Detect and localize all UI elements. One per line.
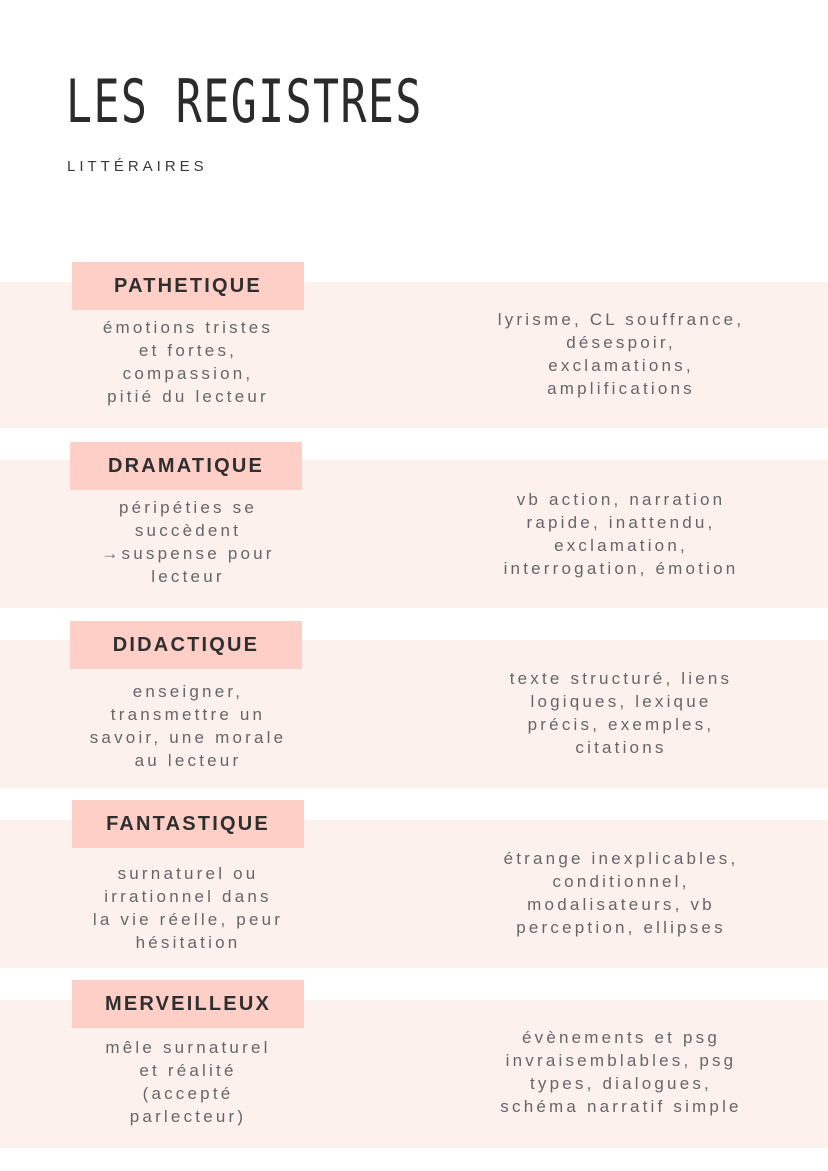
section-definition-fantastique: surnaturel ou irrationnel dans la vie réelle, peur hésitation: [92, 864, 284, 952]
section-definition-pathetique: émotions tristes et fortes, compassion, pitié du lecteur: [102, 318, 274, 406]
section-label-pathetique: PATHETIQUE: [72, 262, 304, 310]
section-label-dramatique: DRAMATIQUE: [70, 442, 302, 490]
section-procedes-pathetique: lyrisme, CL souffrance, désespoir, exclamations, amplifications: [497, 310, 745, 398]
section-procedes-didactique: texte structuré, liens logiques, lexique précis, exemples, citations: [509, 669, 733, 757]
page-subtitle: LITTÉRAIRES: [67, 158, 208, 175]
section-procedes-dramatique: vb action, narration rapide, inattendu, exclamation, interrogation, émotion: [503, 490, 739, 578]
section-definition-dramatique: péripéties se succèdent →suspense pour lecteur: [101, 498, 275, 586]
section-definition-didactique: enseigner, transmettre un savoir, une morale au lecteur: [89, 682, 287, 770]
section-procedes-merveilleux: évènements et psg invraisemblables, psg types, dialogues, schéma narratif simple: [500, 1028, 742, 1116]
page-title: LES REGISTRES: [66, 67, 423, 137]
section-label-merveilleux: MERVEILLEUX: [72, 980, 304, 1028]
section-label-fantastique: FANTASTIQUE: [72, 800, 304, 848]
section-definition-merveilleux: mêle surnaturel et réalité (accepté parlecteur): [105, 1038, 271, 1126]
section-label-didactique: DIDACTIQUE: [70, 621, 302, 669]
section-procedes-fantastique: étrange inexplicables, conditionnel, modalisateurs, vb perception, ellipses: [503, 849, 739, 937]
